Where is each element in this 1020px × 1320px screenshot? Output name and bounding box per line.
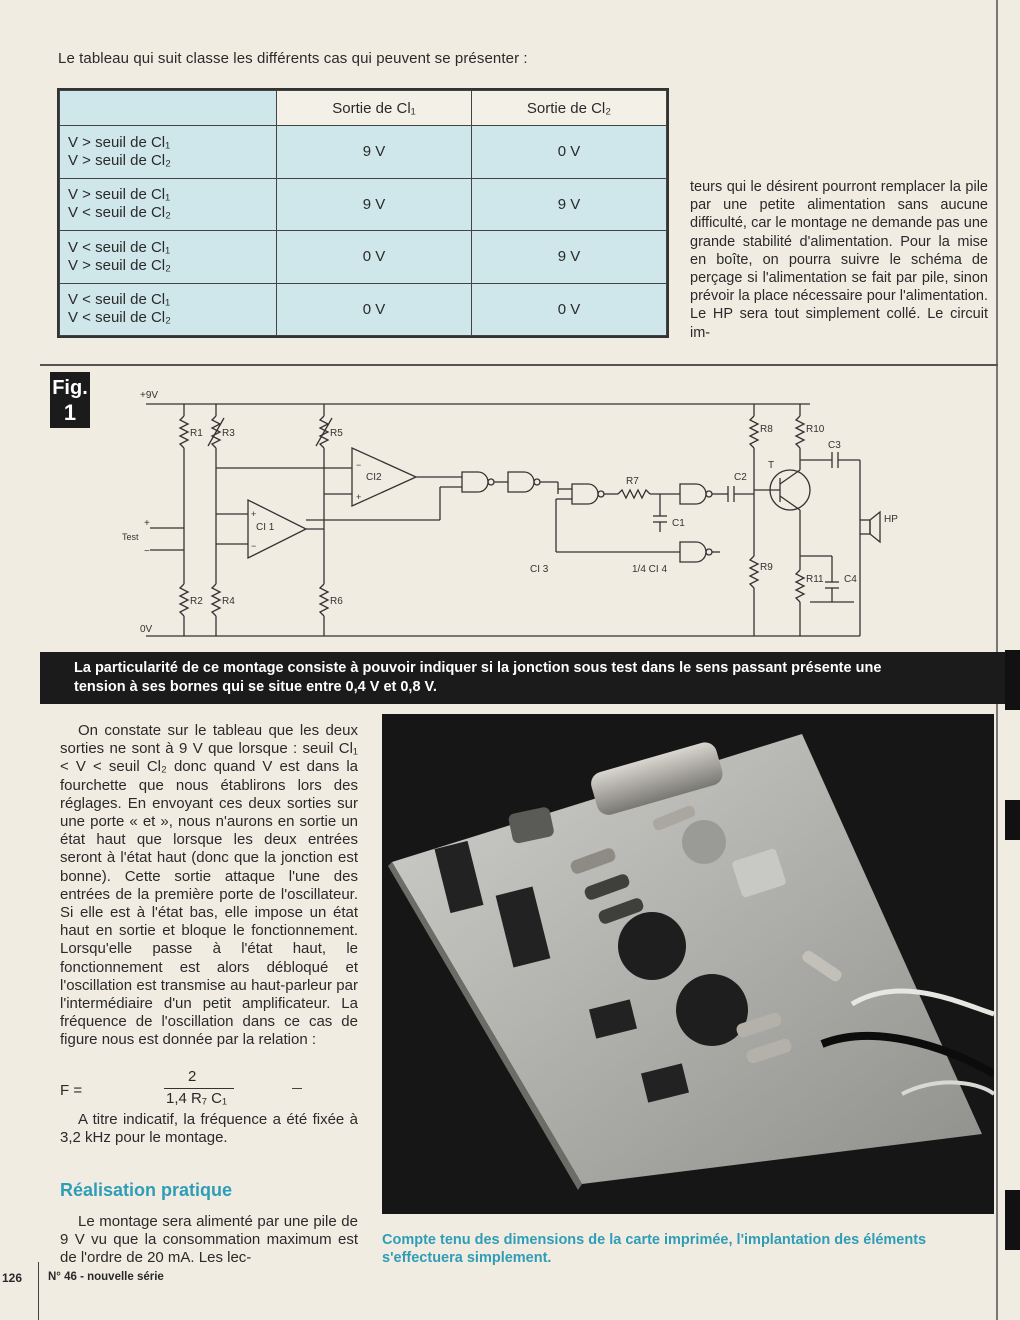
formula-dash (292, 1088, 302, 1089)
body-paragraph: Le montage sera alimenté par une pile de 9 V vu que la consommation maximum est de l'ordre de 20 mA. Les lec- (60, 1213, 358, 1267)
label-r11: R11 (806, 574, 824, 585)
table-row (60, 178, 667, 231)
label-ci3: CI 3 (530, 564, 549, 575)
label-test: Test (122, 532, 139, 542)
table-cell-out2: 9 V (472, 231, 667, 284)
label-transistor: T (768, 460, 775, 471)
section-divider (40, 364, 998, 366)
body-paragraph: On constate sur le tableau que les deux sorties ne sont à 9 V que lorsque : seuil Cl₁ < V < seuil Cl₂ donc quand V est dans la fourchette que nous établirons lors des réglages. En envoyant ces deux sorties sur une porte « et », nous n'aurons en sortie un état haut que lorsque les deux entrées seront à l'état haut (donc que la jonction est bonne). Cette sortie attaque l'une des entrées de la première porte de l'oscillateur. Si elle est à l'état bas, elle impose un état haut en sortie et bloque le fonctionnement. Lorsqu'elle passe à l'état haut, le fonctionnement est alors débloqué et l'oscillation est transmise au haut-parleur par l'intermédiaire d'un petit amplificateur. La fréquence de l'oscillation dans ce cas de figure nous est donnée par la relation : (60, 722, 358, 1049)
table-cell-condition: V < seuil de Cl₁ V < seuil de Cl₂ (60, 283, 277, 336)
label-c2: C2 (734, 472, 747, 483)
formula-lhs: F = (60, 1082, 83, 1099)
table-row (60, 231, 667, 284)
label-c1: C1 (672, 518, 685, 529)
label-c3: C3 (828, 440, 841, 451)
table-cell-out2: 9 V (472, 178, 667, 231)
cases-table (57, 88, 669, 338)
label-r4: R4 (222, 596, 235, 607)
intro-text: Le tableau qui suit classe les différents cas qui peuvent se présenter : (58, 50, 528, 67)
label-r3: R3 (222, 428, 235, 439)
label-ci2-minus: − (356, 460, 362, 470)
page-edge-mark (1005, 1190, 1020, 1250)
label-r7: R7 (626, 476, 639, 487)
label-ci4: 1/4 CI 4 (632, 564, 668, 575)
label-r6: R6 (330, 596, 343, 607)
label-ci2-plus: + (356, 492, 362, 502)
circuit-schematic (110, 380, 990, 650)
body-text-column (60, 722, 358, 1050)
table-cell-condition: V > seuil de Cl₁ V > seuil de Cl₂ (60, 126, 277, 179)
label-supply: +9V (140, 390, 159, 401)
table-cell-condition: V < seuil de Cl₁ V > seuil de Cl₂ (60, 231, 277, 284)
table-header-empty (60, 91, 277, 126)
label-ci1-minus: − (251, 541, 257, 551)
body-paragraph: A titre indicatif, la fréquence a été fixée à 3,2 kHz pour le montage. (60, 1111, 358, 1147)
issue-label: N° 46 - nouvelle série (48, 1271, 164, 1283)
table-header-row (60, 91, 667, 126)
label-r10: R10 (806, 424, 825, 435)
figure-caption-banner: La particularité de ce montage consiste à pouvoir indiquer si la jonction sous test dans le sens passant présente une tension à ses bornes qui se situe entre 0,4 V et 0,8 V. (40, 652, 1020, 704)
label-r1: R1 (190, 428, 203, 439)
page-edge-mark (1005, 650, 1020, 710)
label-test-minus: − (144, 546, 150, 557)
page-edge-mark (1005, 800, 1020, 840)
label-ground: 0V (140, 624, 153, 635)
page-number: 126 (2, 1271, 23, 1285)
table-row (60, 126, 667, 179)
table-cell-out1: 0 V (277, 283, 472, 336)
table-row (60, 283, 667, 336)
table-cell-out1: 9 V (277, 178, 472, 231)
label-ci1: CI 1 (256, 522, 275, 533)
photo-caption: Compte tenu des dimensions de la carte imprimée, l'implantation des éléments s'effectuera simplement. (382, 1232, 927, 1266)
label-r5: R5 (330, 428, 343, 439)
label-test-plus: + (144, 518, 150, 529)
table-cell-out2: 0 V (472, 283, 667, 336)
table-cell-out1: 9 V (277, 126, 472, 179)
formula-numerator: 2 (188, 1068, 197, 1085)
formula-denominator: 1,4 R₇ C₁ (166, 1090, 228, 1107)
section-heading: Réalisation pratique (60, 1180, 233, 1200)
circuit-board-photo (382, 714, 994, 1214)
table-cell-condition: V > seuil de Cl₁ V < seuil de Cl₂ (60, 178, 277, 231)
table-cell-out1: 0 V (277, 231, 472, 284)
label-c4: C4 (844, 574, 857, 585)
table-header-ci2: Sortie de Cl₂ (472, 91, 667, 126)
label-ci2: CI2 (366, 472, 382, 483)
label-hp: HP (884, 514, 898, 525)
table-cell-out2: 0 V (472, 126, 667, 179)
body-text-column (60, 1111, 358, 1147)
figure-badge: Fig. 1 (50, 372, 90, 428)
footer-divider (38, 1262, 39, 1320)
label-r9: R9 (760, 562, 773, 573)
frequency-formula (60, 1068, 360, 1108)
table-header-ci1: Sortie de Cl₁ (277, 91, 472, 126)
label-r8: R8 (760, 424, 773, 435)
label-ci1-plus: + (251, 509, 257, 519)
body-text-column (60, 1213, 358, 1268)
label-r2: R2 (190, 596, 203, 607)
right-column-text: teurs qui le désirent pourront remplacer la pile par une petite alimentation sans aucune difficulté, car le montage ne demande pas une grande stabilité d'alimentation. Pour la mise en boîte, on pourra suivre le schéma de perçage si l'alimentation se fait par pile, sinon prévoir la place nécessaire pour l'alimentation. Le HP sera tout simplement collé. Le circuit im- (690, 179, 988, 341)
